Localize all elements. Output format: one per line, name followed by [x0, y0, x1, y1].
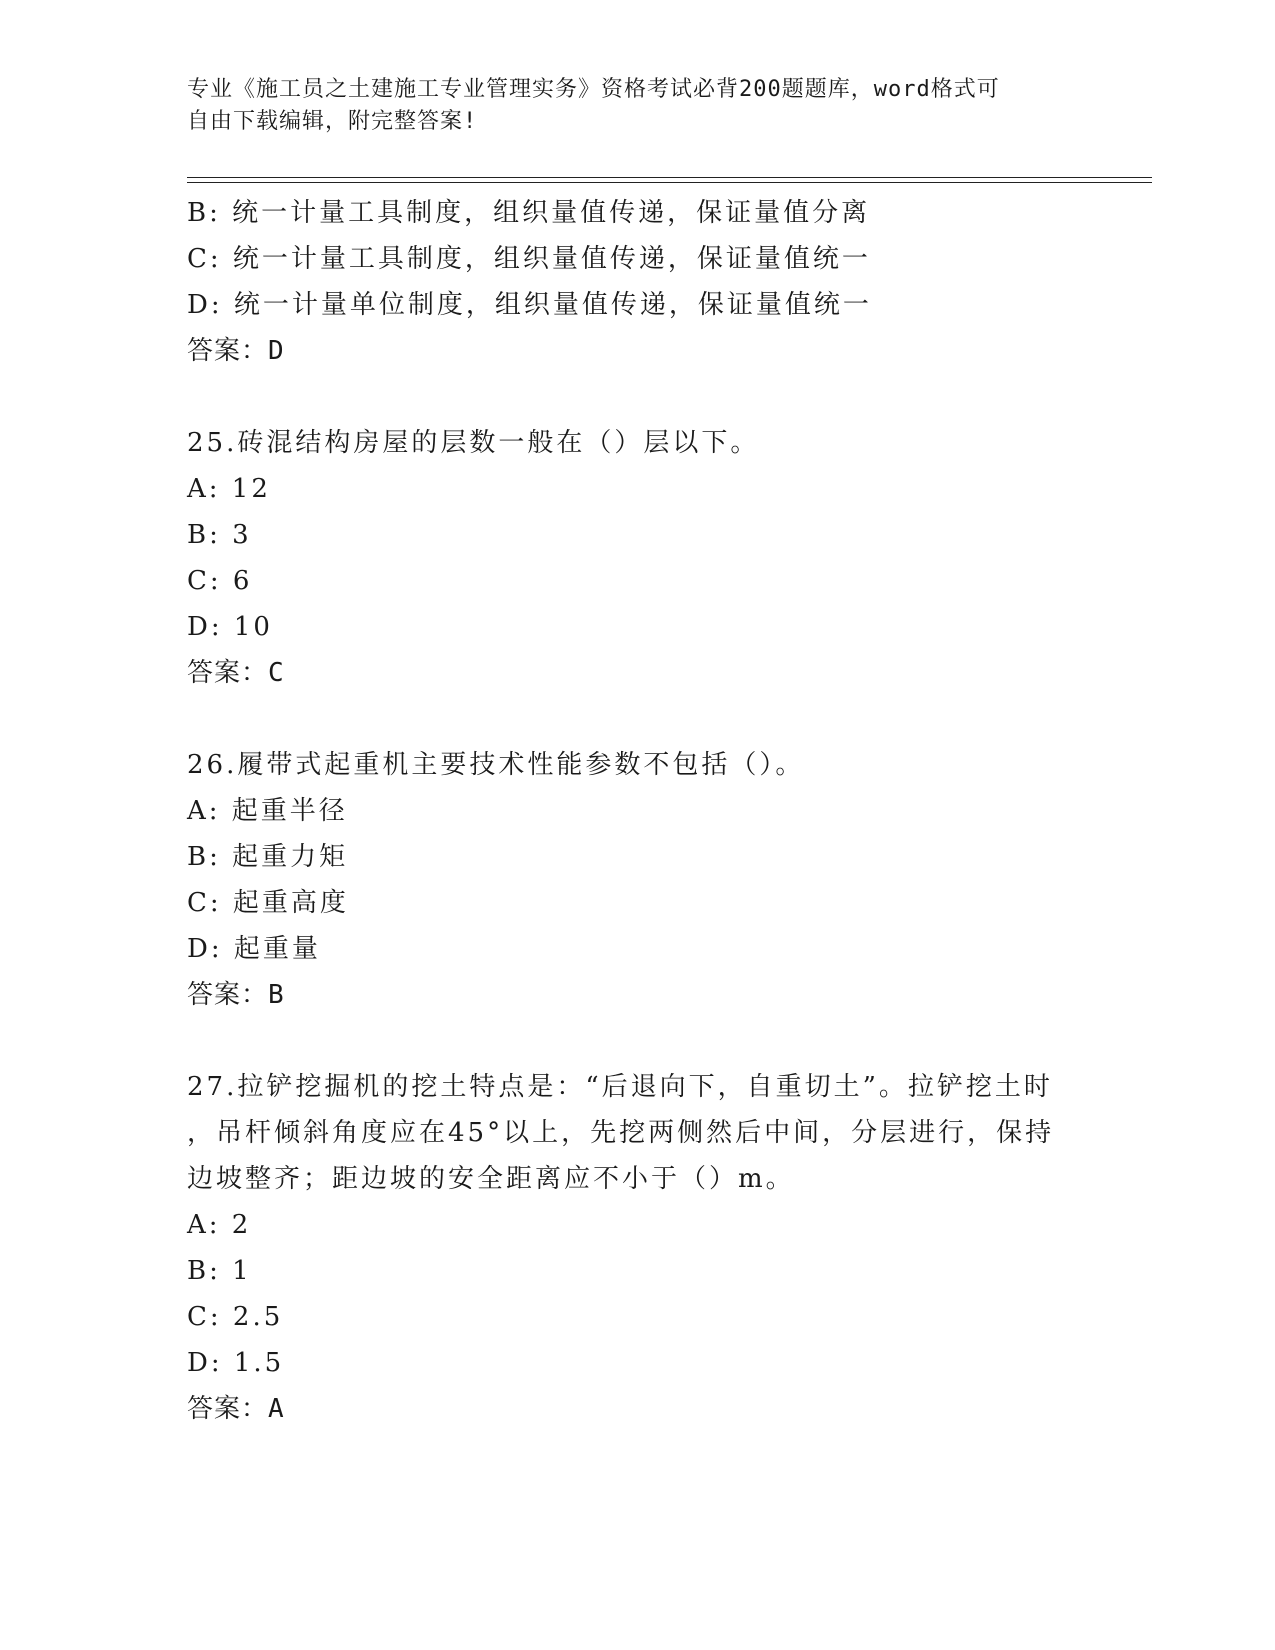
option-c: C: 统一计量工具制度，组织量值传递，保证量值统一	[187, 244, 871, 274]
question-25	[187, 420, 1087, 696]
option-d: D: 1.5	[187, 1348, 285, 1378]
question-26	[187, 742, 1087, 1018]
header-line-1: 专业《施工员之土建施工专业管理实务》资格考试必背200题题库，word格式可	[187, 77, 1000, 102]
option-d: D: 统一计量单位制度，组织量值传递，保证量值统一	[187, 290, 872, 320]
question-stem-line-2: ，吊杆倾斜角度应在45°以上，先挖两侧然后中间，分层进行，保持	[187, 1118, 1055, 1148]
question-27	[187, 1064, 1087, 1432]
answer-line: 答案：A	[187, 1394, 285, 1424]
question-24-continued	[187, 190, 1087, 374]
answer-line: 答案：D	[187, 336, 285, 366]
question-stem-line-1: 27.拉铲挖掘机的挖土特点是：“后退向下，自重切土”。拉铲挖土时	[187, 1072, 1053, 1102]
question-stem-line-3: 边坡整齐；距边坡的安全距离应不小于（）m。	[187, 1164, 795, 1194]
option-b: B: 3	[187, 520, 252, 550]
header-divider-top	[187, 177, 1152, 178]
option-d: D: 起重量	[187, 934, 321, 964]
option-c: C: 6	[187, 566, 253, 596]
question-stem: 25.砖混结构房屋的层数一般在（）层以下。	[187, 428, 760, 458]
option-a: A: 起重半径	[187, 796, 348, 826]
header-divider-bottom	[187, 182, 1152, 183]
option-b: B: 起重力矩	[187, 842, 349, 872]
option-b: B: 统一计量工具制度，组织量值传递，保证量值分离	[187, 198, 871, 228]
answer-line: 答案：B	[187, 980, 285, 1010]
document-header	[187, 74, 1067, 138]
answer-line: 答案：C	[187, 658, 285, 688]
option-a: A: 12	[187, 474, 271, 504]
question-stem: 26.履带式起重机主要技术性能参数不包括（）。	[187, 750, 805, 780]
question-list	[187, 190, 1087, 1432]
header-line-2: 自由下载编辑，附完整答案!	[187, 109, 478, 134]
option-c: C: 起重高度	[187, 888, 349, 918]
option-a: A: 2	[187, 1210, 252, 1240]
option-b: B: 1	[187, 1256, 252, 1286]
option-d: D: 10	[187, 612, 273, 642]
option-c: C: 2.5	[187, 1302, 284, 1332]
